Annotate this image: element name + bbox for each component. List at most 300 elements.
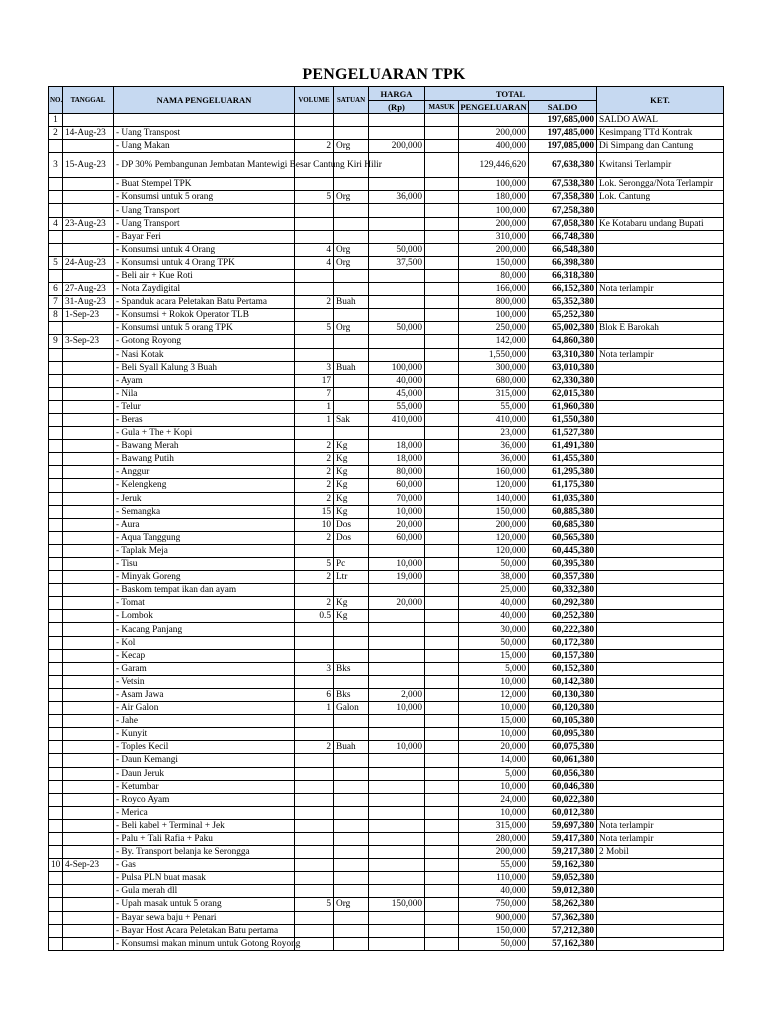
- cell-volume: [295, 335, 334, 348]
- cell-tanggal: 1-Sep-23: [63, 309, 114, 322]
- cell-tanggal: [63, 754, 114, 767]
- cell-satuan: [334, 269, 369, 282]
- cell-saldo: 61,455,380: [529, 453, 597, 466]
- cell-harga: 45,000: [369, 387, 425, 400]
- cell-volume: 2: [295, 492, 334, 505]
- cell-pengeluaran: 200,000: [459, 243, 529, 256]
- cell-ket: [597, 806, 724, 819]
- table-row: [49, 924, 724, 937]
- cell-volume: [295, 230, 334, 243]
- cell-saldo: 66,398,380: [529, 256, 597, 269]
- cell-pengeluaran: 10,000: [459, 675, 529, 688]
- cell-nama-pengeluaran: - Pulsa PLN buat masak: [114, 872, 295, 885]
- table-row: [49, 440, 724, 453]
- cell-volume: [295, 780, 334, 793]
- cell-masuk: [425, 636, 459, 649]
- cell-harga: 36,000: [369, 191, 425, 204]
- cell-satuan: Org: [334, 898, 369, 911]
- cell-tanggal: [63, 544, 114, 557]
- cell-pengeluaran: 150,000: [459, 256, 529, 269]
- cell-ket: [597, 597, 724, 610]
- cell-harga: [369, 859, 425, 872]
- cell-harga: 40,000: [369, 374, 425, 387]
- cell-masuk: [425, 296, 459, 309]
- cell-volume: [295, 832, 334, 845]
- cell-tanggal: [63, 140, 114, 153]
- cell-masuk: [425, 243, 459, 256]
- cell-masuk: [425, 859, 459, 872]
- header-harga-unit: (Rp): [369, 101, 425, 114]
- cell-saldo: 60,395,380: [529, 558, 597, 571]
- cell-tanggal: 27-Aug-23: [63, 283, 114, 296]
- cell-tanggal: [63, 413, 114, 426]
- cell-harga: 2,000: [369, 688, 425, 701]
- cell-harga: 50,000: [369, 322, 425, 335]
- cell-nama-pengeluaran: - Vetsin: [114, 675, 295, 688]
- table-row: [49, 715, 724, 728]
- cell-pengeluaran: 100,000: [459, 178, 529, 191]
- cell-saldo: 60,142,380: [529, 675, 597, 688]
- table-row: [49, 505, 724, 518]
- cell-tanggal: 31-Aug-23: [63, 296, 114, 309]
- cell-satuan: [334, 832, 369, 845]
- cell-nama-pengeluaran: - Toples Kecil: [114, 741, 295, 754]
- cell-masuk: [425, 427, 459, 440]
- cell-nama-pengeluaran: - Uang Transport: [114, 217, 295, 230]
- table-row: [49, 571, 724, 584]
- cell-tanggal: [63, 505, 114, 518]
- cell-volume: 4: [295, 243, 334, 256]
- cell-no: [49, 662, 63, 675]
- cell-no: 3: [49, 153, 63, 178]
- cell-tanggal: 15-Aug-23: [63, 153, 114, 178]
- cell-pengeluaran: 200,000: [459, 127, 529, 140]
- table-row: [49, 204, 724, 217]
- cell-ket: 2 Mobil: [597, 846, 724, 859]
- cell-harga: [369, 662, 425, 675]
- cell-nama-pengeluaran: - Bawang Putih: [114, 453, 295, 466]
- cell-saldo: 60,152,380: [529, 662, 597, 675]
- cell-nama-pengeluaran: - DP 30% Pembangunan Jembatan Mantewigi Besar Cantung Kiri Hilir: [114, 153, 295, 178]
- cell-satuan: Kg: [334, 453, 369, 466]
- cell-nama-pengeluaran: - Daun Jeruk: [114, 767, 295, 780]
- cell-harga: [369, 924, 425, 937]
- cell-pengeluaran: 300,000: [459, 361, 529, 374]
- cell-saldo: 57,362,380: [529, 911, 597, 924]
- cell-pengeluaran: 12,000: [459, 688, 529, 701]
- cell-volume: 2: [295, 296, 334, 309]
- header-no: NO.: [49, 87, 63, 114]
- cell-masuk: [425, 466, 459, 479]
- cell-satuan: [334, 544, 369, 557]
- table-row: [49, 832, 724, 845]
- cell-pengeluaran: 120,000: [459, 544, 529, 557]
- header-volume: VOLUME: [295, 87, 334, 114]
- cell-harga: [369, 335, 425, 348]
- cell-saldo: 59,012,380: [529, 885, 597, 898]
- cell-ket: [597, 702, 724, 715]
- table-row: [49, 466, 724, 479]
- cell-satuan: Kg: [334, 610, 369, 623]
- cell-saldo: 61,550,380: [529, 413, 597, 426]
- cell-masuk: [425, 453, 459, 466]
- cell-nama-pengeluaran: - Gotong Royong: [114, 335, 295, 348]
- cell-ket: Nota terlampir: [597, 283, 724, 296]
- cell-satuan: [334, 283, 369, 296]
- table-row: [49, 793, 724, 806]
- cell-no: 9: [49, 335, 63, 348]
- cell-tanggal: [63, 636, 114, 649]
- cell-pengeluaran: 160,000: [459, 466, 529, 479]
- table-row: [49, 872, 724, 885]
- cell-saldo: 60,120,380: [529, 702, 597, 715]
- cell-nama-pengeluaran: - Daun Kemangi: [114, 754, 295, 767]
- cell-no: 10: [49, 859, 63, 872]
- cell-nama-pengeluaran: - Konsumsi untuk 4 Orang: [114, 243, 295, 256]
- cell-volume: 5: [295, 558, 334, 571]
- cell-masuk: [425, 230, 459, 243]
- cell-saldo: 66,548,380: [529, 243, 597, 256]
- cell-nama-pengeluaran: - Jeruk: [114, 492, 295, 505]
- cell-nama-pengeluaran: - Bayar Feri: [114, 230, 295, 243]
- cell-tanggal: [63, 114, 114, 127]
- cell-pengeluaran: 38,000: [459, 571, 529, 584]
- cell-tanggal: [63, 348, 114, 361]
- cell-saldo: 57,162,380: [529, 937, 597, 950]
- cell-satuan: [334, 623, 369, 636]
- cell-no: 8: [49, 309, 63, 322]
- cell-no: [49, 767, 63, 780]
- cell-ket: [597, 859, 724, 872]
- cell-volume: [295, 309, 334, 322]
- cell-no: 2: [49, 127, 63, 140]
- cell-no: [49, 453, 63, 466]
- cell-satuan: [334, 885, 369, 898]
- cell-nama-pengeluaran: - Beras: [114, 413, 295, 426]
- cell-harga: 20,000: [369, 597, 425, 610]
- cell-harga: 60,000: [369, 479, 425, 492]
- cell-harga: [369, 283, 425, 296]
- cell-ket: [597, 492, 724, 505]
- cell-volume: 10: [295, 518, 334, 531]
- table-row: [49, 453, 724, 466]
- cell-saldo: 61,035,380: [529, 492, 597, 505]
- cell-ket: [597, 296, 724, 309]
- table-row: [49, 114, 724, 127]
- cell-satuan: Org: [334, 191, 369, 204]
- cell-nama-pengeluaran: - Upah masak untuk 5 orang: [114, 898, 295, 911]
- cell-masuk: [425, 217, 459, 230]
- cell-nama-pengeluaran: - Uang Makan: [114, 140, 295, 153]
- cell-saldo: 60,157,380: [529, 649, 597, 662]
- cell-no: 5: [49, 256, 63, 269]
- cell-no: [49, 937, 63, 950]
- table-row: [49, 937, 724, 950]
- cell-pengeluaran: 310,000: [459, 230, 529, 243]
- cell-ket: [597, 623, 724, 636]
- cell-volume: 2: [295, 531, 334, 544]
- cell-harga: [369, 793, 425, 806]
- cell-tanggal: [63, 898, 114, 911]
- cell-pengeluaran: 30,000: [459, 623, 529, 636]
- cell-harga: [369, 610, 425, 623]
- cell-ket: [597, 780, 724, 793]
- table-row: [49, 636, 724, 649]
- cell-pengeluaran: 36,000: [459, 453, 529, 466]
- cell-harga: 19,000: [369, 571, 425, 584]
- cell-saldo: 60,095,380: [529, 728, 597, 741]
- cell-volume: [295, 544, 334, 557]
- cell-satuan: Org: [334, 256, 369, 269]
- cell-pengeluaran: 5,000: [459, 767, 529, 780]
- cell-saldo: 60,046,380: [529, 780, 597, 793]
- cell-volume: [295, 649, 334, 662]
- cell-masuk: [425, 806, 459, 819]
- cell-masuk: [425, 269, 459, 282]
- cell-ket: [597, 754, 724, 767]
- cell-masuk: [425, 348, 459, 361]
- cell-tanggal: [63, 806, 114, 819]
- table-row: [49, 675, 724, 688]
- table-row: [49, 610, 724, 623]
- cell-saldo: 59,162,380: [529, 859, 597, 872]
- expense-table: [48, 86, 724, 951]
- cell-masuk: [425, 440, 459, 453]
- cell-masuk: [425, 387, 459, 400]
- cell-saldo: 59,417,380: [529, 832, 597, 845]
- cell-volume: [295, 204, 334, 217]
- cell-ket: [597, 230, 724, 243]
- cell-satuan: [334, 754, 369, 767]
- cell-saldo: 66,152,380: [529, 283, 597, 296]
- cell-volume: [295, 623, 334, 636]
- cell-harga: [369, 754, 425, 767]
- cell-satuan: [334, 374, 369, 387]
- cell-saldo: 65,002,380: [529, 322, 597, 335]
- cell-saldo: 60,130,380: [529, 688, 597, 701]
- cell-satuan: [334, 859, 369, 872]
- cell-nama-pengeluaran: - Air Galon: [114, 702, 295, 715]
- cell-nama-pengeluaran: - Bayar sewa baju + Penari: [114, 911, 295, 924]
- cell-tanggal: [63, 466, 114, 479]
- table-row: [49, 230, 724, 243]
- table-row: [49, 492, 724, 505]
- cell-harga: 10,000: [369, 702, 425, 715]
- table-row: [49, 140, 724, 153]
- cell-satuan: [334, 204, 369, 217]
- cell-satuan: [334, 636, 369, 649]
- cell-saldo: 60,445,380: [529, 544, 597, 557]
- cell-pengeluaran: 150,000: [459, 505, 529, 518]
- cell-saldo: 66,318,380: [529, 269, 597, 282]
- cell-pengeluaran: 315,000: [459, 819, 529, 832]
- cell-masuk: [425, 309, 459, 322]
- cell-harga: [369, 217, 425, 230]
- table-row: [49, 269, 724, 282]
- cell-nama-pengeluaran: - Aqua Tanggung: [114, 531, 295, 544]
- cell-no: [49, 531, 63, 544]
- cell-saldo: 197,485,000: [529, 127, 597, 140]
- cell-no: [49, 413, 63, 426]
- cell-satuan: Buah: [334, 361, 369, 374]
- cell-tanggal: [63, 243, 114, 256]
- cell-masuk: [425, 597, 459, 610]
- cell-no: [49, 780, 63, 793]
- cell-masuk: [425, 832, 459, 845]
- cell-harga: [369, 309, 425, 322]
- cell-ket: Nota terlampir: [597, 348, 724, 361]
- cell-ket: Blok E Barokah: [597, 322, 724, 335]
- cell-tanggal: [63, 662, 114, 675]
- cell-satuan: [334, 309, 369, 322]
- cell-harga: [369, 114, 425, 127]
- cell-tanggal: [63, 911, 114, 924]
- table-row: [49, 387, 724, 400]
- cell-nama-pengeluaran: - Telur: [114, 400, 295, 413]
- cell-pengeluaran: 680,000: [459, 374, 529, 387]
- cell-nama-pengeluaran: - Royco Ayam: [114, 793, 295, 806]
- cell-tanggal: [63, 178, 114, 191]
- cell-ket: [597, 374, 724, 387]
- table-row: [49, 846, 724, 859]
- cell-harga: [369, 911, 425, 924]
- table-row: [49, 256, 724, 269]
- cell-pengeluaran: 100,000: [459, 309, 529, 322]
- cell-satuan: [334, 127, 369, 140]
- cell-nama-pengeluaran: - Beli Syall Kalung 3 Buah: [114, 361, 295, 374]
- cell-tanggal: [63, 688, 114, 701]
- cell-volume: [295, 636, 334, 649]
- table-row: [49, 191, 724, 204]
- cell-masuk: [425, 610, 459, 623]
- cell-ket: [597, 584, 724, 597]
- cell-no: [49, 348, 63, 361]
- cell-harga: [369, 623, 425, 636]
- cell-no: [49, 872, 63, 885]
- table-row: [49, 688, 724, 701]
- cell-no: [49, 597, 63, 610]
- cell-saldo: 59,697,380: [529, 819, 597, 832]
- cell-satuan: [334, 217, 369, 230]
- cell-masuk: [425, 322, 459, 335]
- cell-pengeluaran: 1,550,000: [459, 348, 529, 361]
- cell-satuan: Kg: [334, 597, 369, 610]
- header-pengeluaran: PENGELUARAN: [460, 102, 527, 112]
- cell-masuk: [425, 885, 459, 898]
- cell-harga: [369, 872, 425, 885]
- header-harga: HARGA: [369, 87, 425, 101]
- cell-volume: 2: [295, 741, 334, 754]
- table-row: [49, 623, 724, 636]
- cell-saldo: 61,491,380: [529, 440, 597, 453]
- cell-tanggal: [63, 793, 114, 806]
- cell-tanggal: [63, 518, 114, 531]
- cell-tanggal: [63, 427, 114, 440]
- table-row: [49, 322, 724, 335]
- cell-harga: [369, 427, 425, 440]
- table-row: [49, 243, 724, 256]
- cell-masuk: [425, 178, 459, 191]
- cell-pengeluaran: 40,000: [459, 597, 529, 610]
- cell-nama-pengeluaran: - Nila: [114, 387, 295, 400]
- cell-no: [49, 702, 63, 715]
- cell-no: [49, 269, 63, 282]
- cell-harga: 80,000: [369, 466, 425, 479]
- cell-saldo: 60,061,380: [529, 754, 597, 767]
- cell-ket: [597, 688, 724, 701]
- cell-masuk: [425, 924, 459, 937]
- cell-no: [49, 243, 63, 256]
- cell-satuan: [334, 911, 369, 924]
- cell-volume: 7: [295, 387, 334, 400]
- cell-harga: 70,000: [369, 492, 425, 505]
- cell-harga: 200,000: [369, 140, 425, 153]
- cell-pengeluaran: 900,000: [459, 911, 529, 924]
- cell-no: [49, 544, 63, 557]
- cell-no: [49, 793, 63, 806]
- cell-saldo: 59,217,380: [529, 846, 597, 859]
- cell-ket: SALDO AWAL: [597, 114, 724, 127]
- cell-ket: [597, 387, 724, 400]
- cell-ket: [597, 269, 724, 282]
- cell-nama-pengeluaran: - Taplak Meja: [114, 544, 295, 557]
- cell-volume: 2: [295, 453, 334, 466]
- header-satuan: SATUAN: [334, 87, 369, 114]
- cell-saldo: 62,015,380: [529, 387, 597, 400]
- cell-pengeluaran: 50,000: [459, 558, 529, 571]
- cell-masuk: [425, 140, 459, 153]
- cell-ket: [597, 741, 724, 754]
- cell-volume: [295, 859, 334, 872]
- cell-harga: 20,000: [369, 518, 425, 531]
- cell-no: [49, 479, 63, 492]
- cell-no: [49, 322, 63, 335]
- cell-pengeluaran: 150,000: [459, 924, 529, 937]
- cell-ket: [597, 872, 724, 885]
- cell-nama-pengeluaran: - Kol: [114, 636, 295, 649]
- cell-nama-pengeluaran: - Bayar Host Acara Peletakan Batu pertama: [114, 924, 295, 937]
- cell-saldo: 60,222,380: [529, 623, 597, 636]
- cell-no: [49, 140, 63, 153]
- cell-no: [49, 427, 63, 440]
- header-masuk: MASUK: [425, 101, 459, 114]
- cell-nama-pengeluaran: - Jahe: [114, 715, 295, 728]
- table-row: [49, 702, 724, 715]
- cell-volume: 2: [295, 479, 334, 492]
- cell-masuk: [425, 571, 459, 584]
- cell-nama-pengeluaran: - Uang Transport: [114, 204, 295, 217]
- cell-pengeluaran: 315,000: [459, 387, 529, 400]
- cell-satuan: [334, 114, 369, 127]
- cell-ket: [597, 571, 724, 584]
- cell-saldo: 67,058,380: [529, 217, 597, 230]
- cell-masuk: [425, 741, 459, 754]
- cell-volume: 2: [295, 440, 334, 453]
- cell-volume: [295, 924, 334, 937]
- table-row: [49, 885, 724, 898]
- cell-harga: [369, 178, 425, 191]
- cell-tanggal: [63, 322, 114, 335]
- cell-harga: [369, 649, 425, 662]
- cell-ket: [597, 361, 724, 374]
- cell-saldo: 67,638,380: [529, 153, 597, 178]
- cell-harga: [369, 296, 425, 309]
- cell-tanggal: [63, 623, 114, 636]
- cell-no: [49, 584, 63, 597]
- cell-no: [49, 505, 63, 518]
- cell-tanggal: [63, 269, 114, 282]
- cell-satuan: [334, 335, 369, 348]
